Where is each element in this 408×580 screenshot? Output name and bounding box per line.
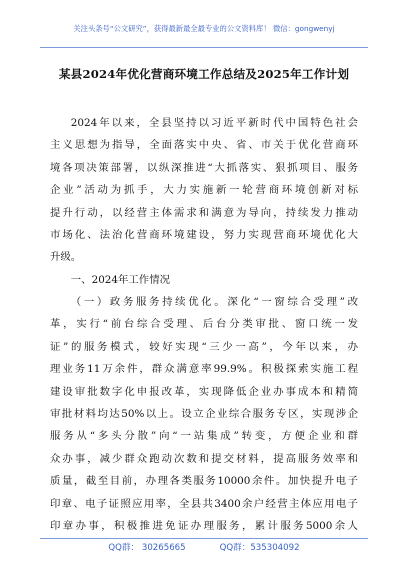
paragraph-line: 服务从“多头分散”向“一站集成”转变，方便企业和群 [50, 430, 358, 443]
paragraph-line: 革，实行“前台综合受理、后台分类审批、窗口统一发 [50, 318, 358, 331]
paragraph-line: 建设审批数字化申报改革，实现降低企业办事成本和精简 [50, 385, 358, 398]
paragraph-line: 证”的服务模式，较好实现“三少一高”，今年以来，办 [50, 340, 358, 353]
qq-group-1: QQ群： 30265665 [108, 543, 186, 553]
paragraph-line: 2024年以来，全县坚持以习近平新时代中国特色社会 [70, 117, 358, 129]
document-title: 某县2024年优化营商环境工作总结及2025年工作计划 [58, 67, 350, 81]
qq-group-2: QQ群：535304092 [219, 543, 300, 553]
paragraph-line: 升级。 [50, 251, 82, 264]
header-divider [40, 47, 368, 48]
section-heading [50, 269, 358, 291]
paragraph-line: 理业务11万余件，群众满意率99.9%。积极探索实施工程 [50, 363, 358, 376]
section-heading-text: 一、2024年工作情况 [70, 274, 170, 286]
footer-divider [40, 538, 368, 539]
paragraph-line: 审批材料均达50%以上。设立企业综合服务专区，实现涉企 [50, 408, 358, 421]
paragraph-line: 企业”活动为抓手，大力实施新一轮营商环境创新对标 [50, 184, 358, 197]
paragraph-line: 境各项决策部署，以纵深推进“大抓落实、狠抓项目、服务 [50, 161, 358, 174]
paragraph-line: 主义思想为指导，全面落实中央、省、市关于优化营商环 [50, 139, 358, 152]
paragraph-line: 众办事，减少群众跑动次数和提交材料，提高服务效率和 [50, 452, 358, 465]
paragraph-line: 提升行动，以经营主体需求和满意为导向，持续发力推动 [50, 206, 358, 219]
paragraph-line: （一）政务服务持续优化。深化“一窗综合受理”改 [70, 296, 358, 308]
paragraph-line: 印章办事，积极推进免证办理服务，累计服务5000余人 [50, 520, 358, 533]
header-banner: 关注头条号“公文研究”，获得最新最全最专业的公文资料库！ 微信：gongwenyj [73, 24, 335, 33]
footer-contact [0, 541, 408, 553]
section1-paragraph [50, 291, 358, 537]
paragraph-line: 市场化、法治化营商环境建设，努力实现营商环境优化大 [50, 229, 358, 242]
intro-paragraph [50, 112, 358, 269]
paragraph-line: 印章、电子证照应用率，全县共3400余户经营主体应用电子 [50, 497, 358, 510]
paragraph-line: 质量，截至目前，办理各类服务10000余件。加快提升电子 [50, 475, 358, 488]
